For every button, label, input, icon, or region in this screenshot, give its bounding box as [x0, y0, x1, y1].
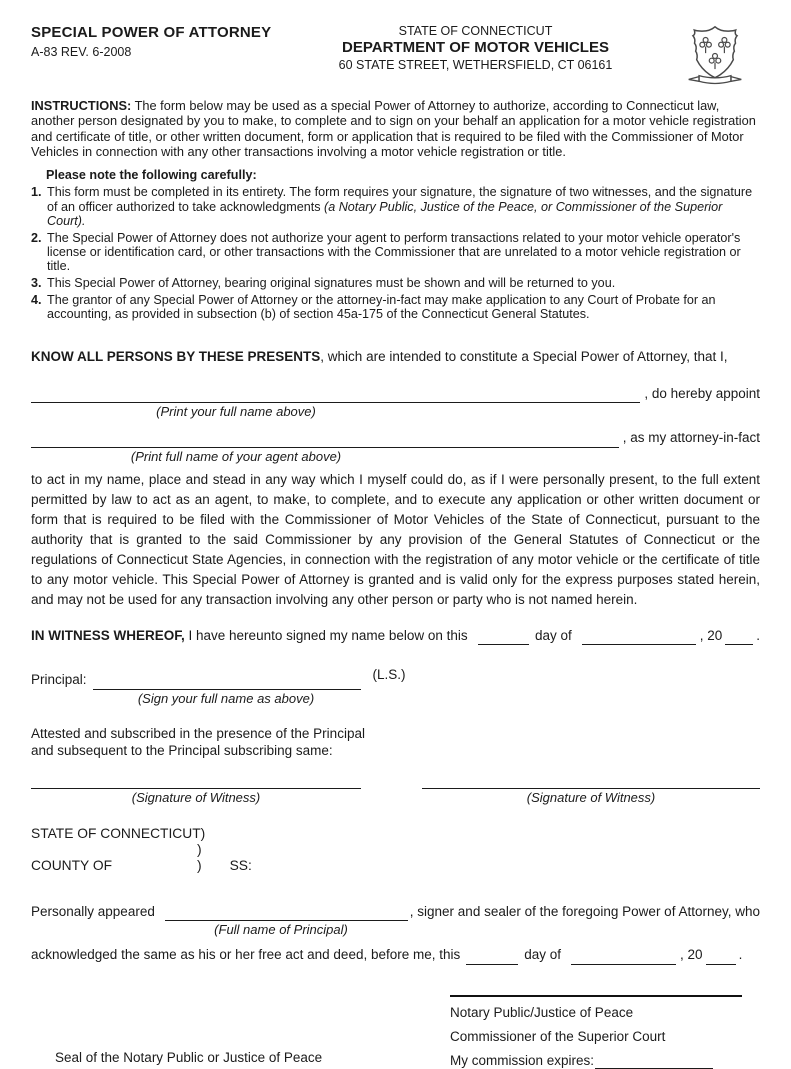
commission-expires-blank[interactable] — [595, 1054, 713, 1069]
comma-20-label: , 20 — [699, 627, 723, 643]
declaration-body: to act in my name, place and stead in any way which I myself could do, as if I were personally present, to the full extent permitted by law to act as an agent, to make, to complete, and to execute any application or other written document or form that is required to be filed with the Commissioner of Motor Vehicles of the State of Connecticut, pursuant to the authority that is granted to the said Commissioner by any provision of the General Statutes of Connecticut or the regulations of Connecticut State Agencies, in connection with the registration of any motor vehicle or the certificate of title to any motor vehicle. This Special Power of Attorney is granted and is valid only for the express purposes stated herein, and may not be used for any transaction involving any other person or party who is not named herein. — [31, 471, 760, 607]
venue-paren-row — [31, 842, 760, 858]
venue-block — [31, 826, 760, 874]
ack-month-blank[interactable] — [571, 950, 676, 965]
venue-paren: ) — [197, 841, 202, 857]
note-number: 4. — [31, 293, 42, 308]
instructions-text: The form below may be used as a special Power of Attorney to authorize, according to Connecticut law, another person designated by you to make, to complete and to sign on your behalf an application for a motor vehicle registration and certificate of title, or other written document, form or application that is required to be filed with the Commissioner of Motor Vehicles in connection with any other transactions involving a motor vehicle registration or title. — [31, 98, 756, 160]
bottom-section — [31, 995, 760, 1069]
note-number: 2. — [31, 230, 42, 245]
ls-label: (L.S.) — [372, 667, 406, 683]
principal-name-caption: (Print your full name above) — [156, 404, 316, 420]
day-of-label: day of — [535, 627, 572, 643]
note-text: The Special Power of Attorney does not authorize your agent to perform transactions related to your motor vehicle operator's license or identification card, or other transactions with the Commissioner that are unrelated to a motor vehicle registration or title. — [47, 230, 741, 273]
witness1-column — [31, 786, 361, 806]
notes-heading: Please note the following carefully: — [46, 168, 257, 183]
period-label: . — [756, 627, 760, 643]
notary-title2: Commissioner of the Superior Court — [450, 1029, 666, 1044]
form-title: SPECIAL POWER OF ATTORNEY — [31, 24, 272, 41]
agent-name-line[interactable] — [31, 433, 619, 448]
appeared-suffix: , signer and sealer of the foregoing Power of Attorney, who — [409, 903, 760, 919]
execution-month-blank[interactable] — [582, 630, 696, 645]
declaration-lead: KNOW ALL PERSONS BY THESE PRESENTS — [31, 349, 321, 365]
declaration-rest: , which are intended to constitute a Special Power of Attorney, that I, — [320, 349, 728, 365]
note-text-italic: (a Notary Public, Justice of the Peace, or Commissioner of the Superior Court). — [47, 199, 723, 228]
ack-day-of-label: day of — [524, 947, 562, 963]
appeared-name-caption: (Full name of Principal) — [214, 922, 348, 938]
principal-name-line[interactable] — [31, 388, 640, 403]
note-text — [47, 185, 760, 227]
note-item-2 — [31, 231, 760, 273]
notary-signature-line[interactable] — [450, 995, 742, 997]
note-text: This Special Power of Attorney, bearing original signatures must be shown and will be returned to you. — [47, 276, 616, 291]
venue-ss-label: SS: — [229, 857, 252, 873]
agent-name-row — [31, 428, 760, 448]
notary-seal-caption: Seal of the Notary Public or Justice of Peace — [55, 1049, 323, 1065]
witness2-signature-line[interactable] — [422, 786, 760, 789]
notary-title1: Notary Public/Justice of Peace — [450, 1004, 634, 1020]
personally-appeared-label: Personally appeared — [31, 903, 155, 919]
instructions-paragraph — [31, 98, 760, 159]
venue-state: STATE OF CONNECTICUT) — [31, 825, 206, 841]
venue-county-label: COUNTY OF — [31, 857, 112, 873]
execution-day-blank[interactable] — [478, 630, 529, 645]
appeared-name-blank[interactable] — [165, 906, 408, 921]
attestation-line1: Attested and subscribed in the presence of the Principal — [31, 725, 365, 741]
venue-spacer — [31, 842, 197, 858]
execution-year-blank[interactable] — [725, 630, 753, 645]
witness-signature-section — [31, 786, 760, 806]
witness1-signature-line[interactable] — [31, 786, 361, 789]
agency-block — [281, 24, 670, 73]
acknowledgment-row2 — [31, 945, 760, 965]
principal-name-row — [31, 384, 760, 404]
venue-paren: ) — [197, 857, 202, 873]
principal-name-suffix: , do hereby appoint — [644, 385, 760, 401]
acknowledged-text: acknowledged the same as his or her free act and deed, before me, this — [31, 947, 461, 963]
agency-name: DEPARTMENT OF MOTOR VEHICLES — [342, 39, 609, 57]
form-header — [31, 24, 760, 86]
notes-section — [31, 168, 760, 321]
witness-clause-row — [31, 626, 760, 646]
principal-label: Principal: — [31, 672, 87, 688]
connecticut-seal-icon — [686, 24, 744, 86]
note-text-main: This form must be completed in its entirety. The form requires your signature, the signature of two witnesses, and the signature of an officer authorized to take acknowledgments — [47, 185, 753, 214]
witness-clause-lead: IN WITNESS WHEREOF, — [31, 627, 185, 643]
notary-block — [450, 995, 760, 1069]
form-title-block — [31, 24, 281, 61]
attestation-text — [31, 725, 760, 760]
commission-expires-label: My commission expires: — [450, 1053, 595, 1069]
ack-day-blank[interactable] — [466, 950, 518, 965]
note-item-4 — [31, 293, 760, 321]
ack-period-label: . — [738, 947, 743, 963]
ack-comma-20-label: , 20 — [680, 947, 703, 963]
venue-county-row — [31, 858, 760, 874]
witness2-column — [422, 786, 760, 806]
attestation-line2: and subsequent to the Principal subscribing same: — [31, 743, 333, 759]
form-number: A-83 REV. 6-2008 — [31, 45, 132, 60]
agent-name-suffix: , as my attorney-in-fact — [622, 430, 760, 446]
seal-block — [670, 24, 760, 86]
agency-address: 60 STATE STREET, WETHERSFIELD, CT 06161 — [338, 57, 613, 72]
note-item-1 — [31, 185, 760, 227]
venue-state-row — [31, 826, 760, 842]
agent-name-caption: (Print full name of your agent above) — [130, 448, 342, 464]
principal-signature-line[interactable] — [93, 675, 361, 690]
acknowledgment-row1 — [31, 902, 760, 922]
witness2-caption: (Signature of Witness) — [526, 789, 656, 805]
note-number: 3. — [31, 276, 42, 291]
notary-expires-row — [450, 1053, 760, 1069]
note-item-3 — [31, 276, 760, 290]
instructions-label: INSTRUCTIONS: — [31, 98, 132, 113]
ack-year-blank[interactable] — [706, 950, 736, 965]
principal-signature-caption: (Sign your full name as above) — [137, 690, 315, 706]
witness-clause-rest: I have hereunto signed my name below on this — [184, 627, 468, 643]
declaration-heading — [31, 347, 760, 367]
principal-signature-row — [31, 665, 760, 690]
note-text: The grantor of any Special Power of Attorney or the attorney-in-fact may make application to any Court of Probate for an accounting, as provided in subsection (b) of section 45a-175 of the Connecticut General Statutes. — [47, 293, 716, 322]
note-number: 1. — [31, 185, 42, 200]
witness1-caption: (Signature of Witness) — [131, 789, 261, 805]
agency-state: STATE OF CONNECTICUT — [398, 24, 553, 38]
